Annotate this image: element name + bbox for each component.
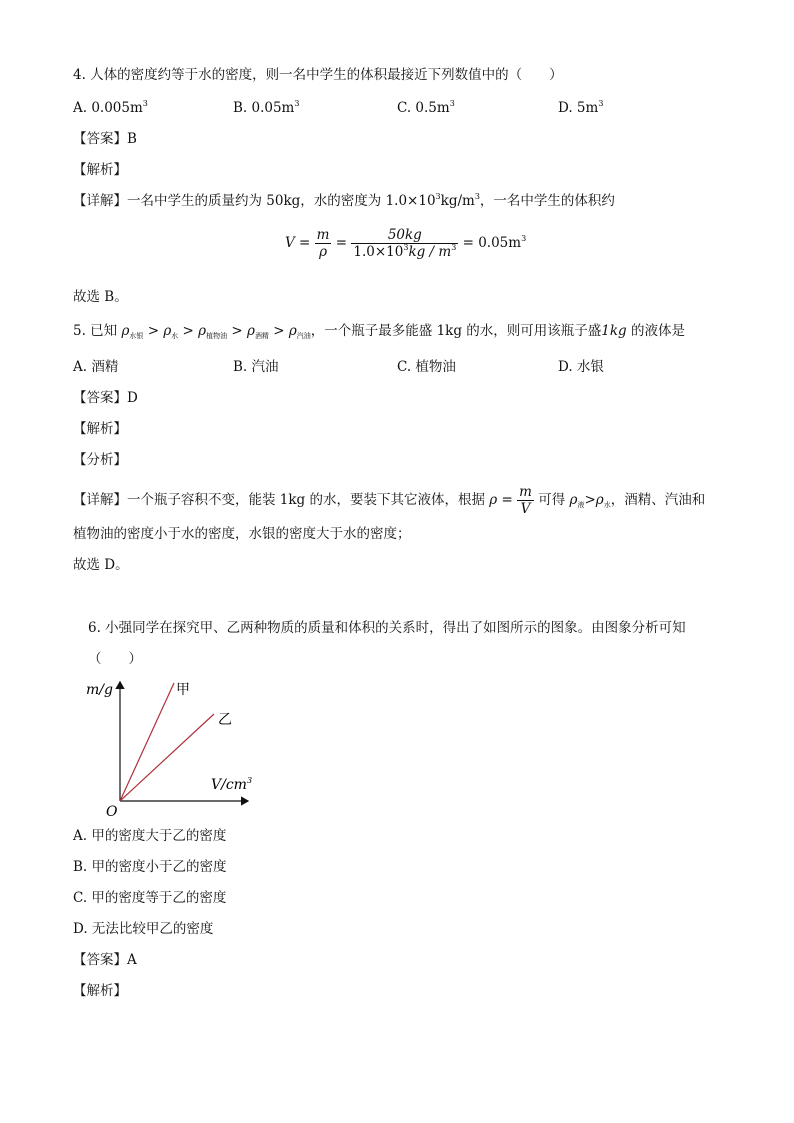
q5-stem: 5. 已知 $\rho_{水银} > \rho_水 > \rho_{植物油} > \rho_{酒精} > \rho_{汽油}$，一个瓶子最多能盛 1kg 的水，则可用该瓶子盛1kg 的液体是 [73,323,685,340]
q6-mass-volume-graph [80,674,270,824]
y-axis-label: m/g [86,682,113,698]
q4-conclusion: 故选 B。 [73,289,128,305]
q4-answer: 【答案】B [73,131,137,147]
q5-option-b[interactable]: B. 汽油 [233,359,279,375]
label-jia: 甲 [176,682,190,698]
q4-option-d[interactable]: D. $5m^3$ [558,99,604,116]
label-yi: 乙 [218,712,232,728]
q5-conclusion: 故选 D。 [73,557,129,573]
q5-detail: 【详解】一个瓶子容积不变，能装 1kg 的水，要装下其它液体，根据 ρ = $\frac{m}{V}$ 可得 $\rho_液>\rho_水$，酒精、汽油和 [73,484,706,517]
q5-detail-line2: 植物油的密度小于水的密度，水银的密度大于水的密度； [73,526,411,542]
q6-stem: 6. 小强同学在探究甲、乙两种物质的质量和体积的关系时，得出了如图所示的图象。由图象分析可知 [88,620,686,636]
q5-option-d[interactable]: D. 水银 [558,359,604,375]
q5-fenxi-heading: 【分析】 [73,452,127,468]
q6-option-d[interactable]: D. 无法比较甲乙的密度 [73,921,214,937]
q4-option-b[interactable]: B. $0.05m^3$ [233,99,300,116]
q4-option-a[interactable]: A. $0.005m^3$ [73,99,148,116]
q6-stem-line2: （ ） [88,651,142,667]
q4-formula: V = $\frac{m}{\rho}$ = $\frac{50kg}{1.0\times 10^3kg / m^3}$ = $0.05m^3$ [285,227,527,260]
q4-detail: 【详解】一名中学生的质量约为 50kg，水的密度为 $1.0\times 10^3kg/m^3$，一名中学生的体积约 [73,192,615,209]
q4-option-c[interactable]: C. $0.5m^3$ [397,99,455,116]
q5-analysis-heading: 【解析】 [73,421,127,437]
q5-option-c[interactable]: C. 植物油 [397,359,456,375]
q5-answer: 【答案】D [73,390,138,406]
line-jia [120,683,174,801]
x-axis-label: $V/cm^3$ [211,776,253,793]
origin-label: O [106,804,118,820]
q4-analysis-heading: 【解析】 [73,162,127,178]
q6-answer: 【答案】A [73,952,137,968]
q6-option-b[interactable]: B. 甲的密度小于乙的密度 [73,859,227,875]
line-yi [120,714,214,801]
q5-option-a[interactable]: A. 酒精 [73,359,119,375]
q6-option-c[interactable]: C. 甲的密度等于乙的密度 [73,890,227,906]
q6-analysis-heading: 【解析】 [73,983,127,999]
q6-option-a[interactable]: A. 甲的密度大于乙的密度 [73,828,227,844]
q4-stem: 4. 人体的密度约等于水的密度，则一名中学生的体积最接近下列数值中的（ ） [73,67,563,83]
